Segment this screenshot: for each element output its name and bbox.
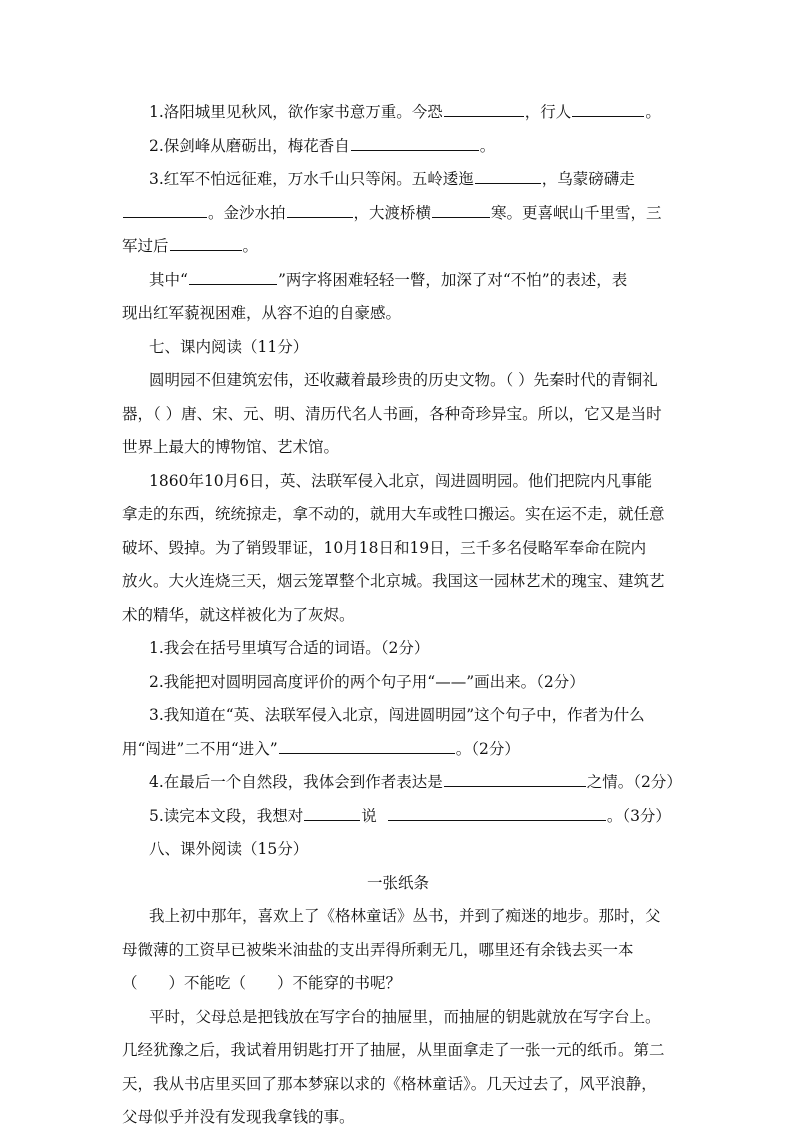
answer-blank[interactable] (279, 737, 455, 754)
text: 之情。（2分） (586, 773, 682, 791)
passage-2-line: 放火。大火连烧三天，烟云笼罩整个北京城。我国这一园林艺术的瑰宝、建筑艺 (122, 572, 665, 590)
question-7-2: 2.我能把对圆明园高度评价的两个句子用“——”画出来。（2分） (149, 672, 585, 691)
poem-item-4-line-1 (122, 266, 674, 294)
section-heading-7: 七、课内阅读（11分） (149, 337, 309, 356)
text: 用“闯进”二不用“进入” (122, 739, 278, 758)
answer-blank[interactable] (287, 201, 353, 218)
passage-1-line: 世界上最大的博物馆、艺术馆。 (122, 438, 340, 456)
passage-1-line: 器，（ ）唐、宋、元、明、清历代名人书画，各种奇珍异宝。所以，它又是当时 (122, 404, 662, 423)
text: 2.保剑峰从磨砺出，梅花香自 (149, 136, 350, 155)
answer-blank[interactable] (475, 167, 541, 184)
answer-blank[interactable] (444, 770, 586, 787)
article-paragraph-2-line: 天，我从书店里买回了那本梦寐以求的《格林童话》。几天过去了，风平浪静， (122, 1074, 657, 1093)
question-7-3: 3.我知道在“英、法联军侵入北京，闯进圆明园”这个句子中，作者为什么 (149, 706, 645, 724)
answer-blank[interactable] (123, 201, 207, 218)
article-paragraph-2-line: 几经犹豫之后，我试着用钥匙打开了抽屉，从里面拿走了一张一元的纸币。第二 (122, 1041, 665, 1059)
answer-blank[interactable] (189, 268, 277, 285)
passage-2-line: 术的精华，就这样被化为了灰烬。 (122, 605, 355, 624)
poem-item-2 (122, 132, 674, 160)
answer-blank[interactable] (170, 234, 242, 251)
text: ，大渡桥横 (353, 203, 432, 222)
text: 军过后 (122, 237, 169, 255)
answer-blank[interactable] (388, 804, 606, 821)
passage-2-line: 破坏、毁掉。为了销毁罪证，10月18日和19日，三千多名侵略军奉命在院内 (122, 538, 647, 557)
article-paragraph-1-line: 母微薄的工资早已被柴米油盐的支出弄得所剩无几，哪里还有余钱去买一本 (122, 940, 634, 959)
text: 寒。更喜岷山千里雪，三 (491, 203, 662, 222)
question-7-3-cont (122, 735, 674, 763)
text: 1.洛阳城里见秋风，欲作家书意万重。今恐 (149, 103, 443, 121)
article-paragraph-1-line: （ ）不能吃（ ）不能穿的书呢？ (122, 974, 402, 992)
passage-2-line: 1860年10月6日，英、法联军侵入北京，闯进圆明园。他们把院内凡事能 (149, 471, 653, 490)
article-paragraph-2-line: 平时，父母总是把钱放在写字台的抽屉里，而抽屉的钥匙就放在写字台上。 (149, 1007, 661, 1026)
content-area (122, 98, 682, 1137)
text: 。（3分） (606, 806, 671, 825)
text: 。 (645, 103, 661, 121)
question-7-1: 1.我会在括号里填写合适的词语。（2分） (149, 639, 430, 657)
question-7-5 (122, 802, 674, 830)
text: 。金沙水拍 (208, 203, 286, 222)
article-paragraph-1-line: 我上初中那年，喜欢上了《格林童话》丛书，并到了痴迷的地步。那时，父 (149, 907, 661, 925)
text: ，行人 (524, 103, 572, 121)
article-paragraph-2-line: 父母似乎并没有发现我拿钱的事。 (122, 1108, 355, 1126)
poem-item-3-line-2 (122, 199, 674, 227)
text: 。 (479, 136, 496, 155)
text: 说 (361, 806, 377, 825)
text: 。（2分） (455, 739, 520, 758)
poem-item-1 (122, 98, 674, 126)
text: ”两字将困难轻轻一瞥，加深了对“不怕”的表述，表 (277, 270, 628, 289)
passage-2-line: 拿走的东西，统统掠走，拿不动的，就用大车或牲口搬运。实在运不走，就任意 (122, 505, 665, 523)
text: 其中“ (149, 270, 188, 289)
text: 4.在最后一个自然段，我体会到作者表达是 (149, 773, 443, 791)
text: 。 (242, 237, 259, 255)
text: 3.红军不怕远征难，万水千山只等闲。五岭逶迤 (149, 170, 474, 188)
poem-item-3-line-3 (122, 232, 674, 260)
text: 5.读完本文段，我想对 (149, 806, 304, 825)
passage-1-line: 圆明园不但建筑宏伟，还收藏着最珍贵的历史文物。（ ）先秦时代的青铜礼 (149, 371, 658, 389)
text: ，乌蒙磅礴走 (541, 170, 635, 188)
section-heading-8: 八、课外阅读（15分） (149, 840, 309, 858)
article-title: 一张纸条 (366, 873, 429, 892)
poem-item-4-line-2: 现出红军藐视困难，从容不迫的自豪感。 (122, 304, 402, 322)
answer-blank[interactable] (444, 100, 524, 117)
answer-blank[interactable] (351, 134, 479, 151)
question-7-4 (122, 768, 682, 796)
poem-item-3-line-1 (122, 165, 674, 193)
answer-blank[interactable] (304, 804, 360, 821)
answer-blank[interactable] (572, 100, 644, 117)
answer-blank[interactable] (432, 201, 490, 218)
